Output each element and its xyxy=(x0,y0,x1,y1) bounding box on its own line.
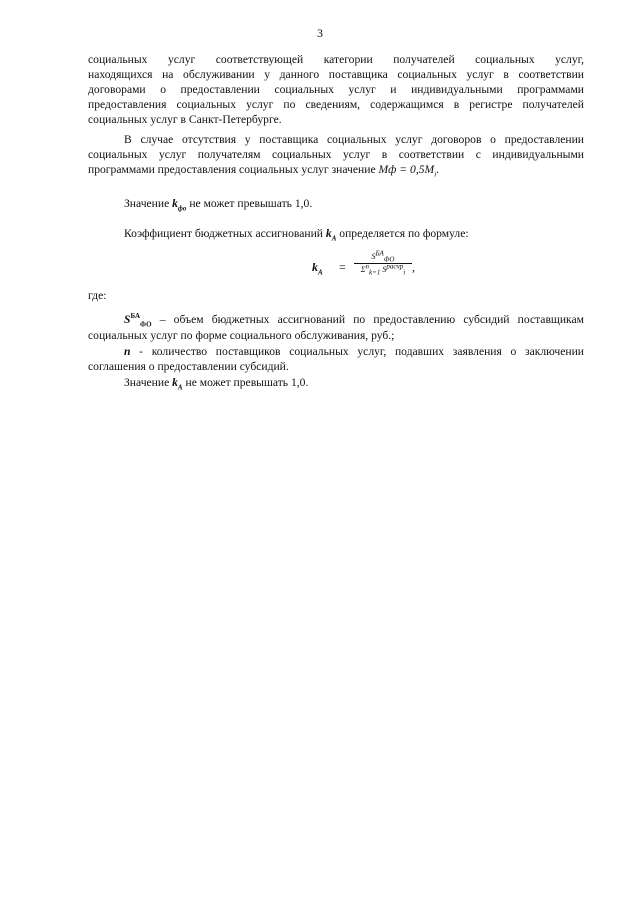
text-line xyxy=(88,162,584,177)
formula-comma: , xyxy=(412,260,415,274)
formula-variable: S xyxy=(371,252,376,261)
formula-variable: k xyxy=(172,376,178,389)
formula-subscript: А xyxy=(177,383,183,392)
fraction-numerator xyxy=(354,249,412,264)
formula-variable: S xyxy=(124,313,131,326)
text-line: находящихся на обслуживании у данного поставщика социальных услуг в соответствии xyxy=(88,68,584,81)
formula-operator: = xyxy=(396,163,411,176)
text-line: договорами о предоставлении социальных услуг и индивидуальными программами xyxy=(88,83,584,96)
text-line xyxy=(88,344,584,359)
fraction-denominator xyxy=(354,264,412,275)
text-line: соглашения о предоставлении субсидий. xyxy=(88,360,289,373)
text-line: социальных услуг получателям социальных услуг в соответствии с индивидуальными xyxy=(88,148,584,161)
formula-ka xyxy=(312,249,422,286)
sum-symbol: Σ xyxy=(360,265,366,274)
text-fragment: не может превышать 1,0. xyxy=(186,197,313,210)
text-line: социальных услуг соответствующей категории получателей социальных услуг, xyxy=(88,53,584,66)
text-fragment: не может превышать 1,0. xyxy=(182,376,309,389)
sum-superscript: n xyxy=(365,262,370,271)
formula-equals: = xyxy=(339,260,346,274)
formula-variable: M xyxy=(424,163,435,176)
formula-number: 0,5 xyxy=(410,163,425,176)
punctuation: . xyxy=(436,163,440,176)
paragraph-ka-limit xyxy=(88,375,584,390)
formula-variable: k xyxy=(172,197,178,210)
formula-subscript: i xyxy=(434,170,437,179)
text-fragment: – объем бюджетных ассигнований по предоставлению субсидий поставщикам xyxy=(151,313,584,326)
text-line: социальных услуг по форме социального обслуживания, руб.; xyxy=(88,329,395,342)
formula-variable: k xyxy=(325,227,332,240)
formula-variable: n xyxy=(124,345,131,358)
text-fragment: определяется по формуле: xyxy=(336,227,469,240)
text-fragment: Коэффициент бюджетных ассигнований xyxy=(124,227,326,240)
formula-subscript: А xyxy=(318,268,323,277)
formula-superscript: расчр xyxy=(386,262,404,271)
text-fragment: - количество поставщиков социальных услуг, подавших заявления о заключении xyxy=(130,345,584,358)
text-fragment: Значение xyxy=(124,197,173,210)
paragraph-ka-intro xyxy=(88,226,584,241)
page-number: 3 xyxy=(317,26,323,40)
text-line xyxy=(88,312,584,327)
formula-subscript: А xyxy=(331,234,337,243)
where-label: где: xyxy=(88,289,107,302)
formula-variable: S xyxy=(382,265,387,274)
formula-subscript: ФО xyxy=(383,255,395,264)
formula-subscript: фо xyxy=(177,204,187,213)
text-line: социальных услуг в Санкт-Петербурге. xyxy=(88,113,282,126)
paragraph-kfo-limit xyxy=(88,196,584,211)
text-line: В случае отсутствия у поставщика социальных услуг договоров о предоставлении xyxy=(124,133,584,146)
formula-superscript: БА xyxy=(375,249,384,258)
sum-subscript: k=1 xyxy=(369,268,381,277)
formula-fraction xyxy=(354,249,412,277)
formula-variable: k xyxy=(312,260,318,274)
formula-subscript: ФО xyxy=(140,320,152,329)
formula-variable: Мф xyxy=(378,163,397,176)
formula-superscript: БА xyxy=(130,312,141,321)
formula-lhs xyxy=(312,260,323,275)
formula-subscript: i xyxy=(403,268,406,277)
text-line: предоставления социальных услуг по сведениям, содержащимся в регистре получателей xyxy=(88,98,584,111)
text-fragment: программами предоставления социальных услуг значение xyxy=(88,163,376,176)
text-fragment: Значение xyxy=(124,376,173,389)
